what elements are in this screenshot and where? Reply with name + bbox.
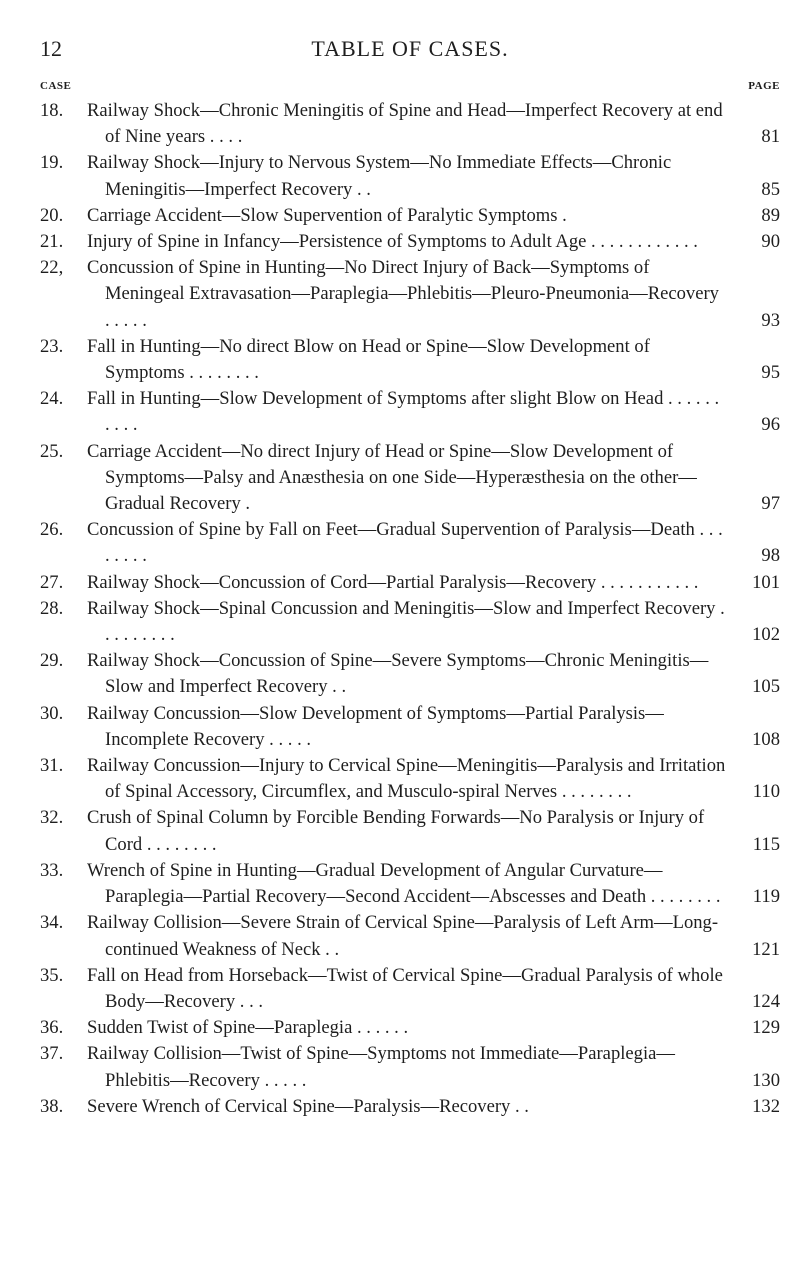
column-headers (40, 76, 780, 98)
case-page-number: 115 (752, 833, 780, 855)
case-title: Carriage Accident—Slow Supervention of Paralytic Symptoms . (87, 204, 567, 226)
case-title: Railway Concussion—Injury to Cervical Spine—Meningitis—Paralysis and Irritation of Spinal Accessory, Circumflex, and Musculo-spiral Nerves . . . . . . . . (87, 755, 726, 803)
case-title: Railway Shock—Chronic Meningitis of Spine and Head—Imperfect Recovery at end of Nine years . . . . (87, 100, 723, 148)
case-page-number: 90 (761, 231, 780, 253)
case-title: Railway Shock—Concussion of Cord—Partial Paralysis—Recovery . . . . . . . . . . . (87, 571, 699, 593)
case-entry (40, 963, 780, 1015)
case-column-header: CASE (40, 80, 72, 92)
case-page-number: 97 (761, 493, 780, 515)
case-title: Railway Collision—Twist of Spine—Symptoms not Immediate—Paraplegia—Phlebitis—Recovery . . . . . (87, 1043, 675, 1091)
case-page-number: 105 (752, 676, 780, 698)
case-entry (40, 701, 780, 753)
case-entry (40, 1015, 780, 1041)
case-page-number: 102 (752, 624, 780, 646)
case-number: 25. (40, 440, 64, 462)
case-page-number: 121 (752, 938, 780, 960)
case-list (40, 98, 780, 1120)
case-page-number: 95 (761, 362, 780, 384)
case-number: 23. (40, 335, 64, 357)
case-entry (40, 255, 780, 334)
case-title: Concussion of Spine by Fall on Feet—Gradual Supervention of Paralysis—Death . . . . . . . . (87, 519, 723, 567)
case-page-number: 85 (761, 178, 780, 200)
case-page-number: 129 (752, 1017, 780, 1039)
case-page-number: 101 (752, 571, 780, 593)
case-entry (40, 386, 780, 438)
case-title: Railway Shock—Injury to Nervous System—No Immediate Effects—Chronic Meningitis—Imperfect Recovery . . (87, 152, 672, 200)
case-title: Carriage Accident—No direct Injury of Head or Spine—Slow Development of Symptoms—Palsy and Anæsthesia on one Side—Hyperæsthesia on the other—Gradual Recovery . (87, 440, 697, 515)
page-title: TABLE OF CASES. (311, 36, 509, 61)
case-entry (40, 753, 780, 805)
case-number: 24. (40, 388, 64, 410)
case-title: Railway Shock—Concussion of Spine—Severe Symptoms—Chronic Meningitis—Slow and Imperfect Recovery . . (87, 650, 709, 698)
case-title: Fall in Hunting—No direct Blow on Head or Spine—Slow Development of Symptoms . . . . . . . . (87, 335, 650, 384)
case-number: 35. (40, 964, 64, 986)
case-title: Fall on Head from Horseback—Twist of Cervical Spine—Gradual Paralysis of whole Body—Recovery . . . (87, 964, 723, 1012)
case-number: 29. (40, 650, 64, 672)
case-number: 30. (40, 702, 64, 724)
case-number: 27. (40, 571, 64, 593)
case-entry (40, 858, 780, 910)
case-page-number: 98 (761, 545, 780, 567)
case-title: Wrench of Spine in Hunting—Gradual Development of Angular Curvature—Paraplegia—Partial Recovery—Second Accident—Abscesses and Death . . . . . . . . (87, 859, 721, 908)
case-title: Concussion of Spine in Hunting—No Direct Injury of Back—Symptoms of Meningeal Extravasation—Paraplegia—Phlebitis—Pleuro-Pneumonia—Recovery . . . . . (87, 257, 719, 331)
case-title: Severe Wrench of Cervical Spine—Paralysis—Recovery . . (87, 1095, 529, 1117)
case-number: 34. (40, 912, 64, 934)
case-page-number: 132 (752, 1095, 780, 1117)
case-number: 26. (40, 519, 64, 541)
case-title: Crush of Spinal Column by Forcible Bending Forwards—No Paralysis or Injury of Cord . . . . . . . . (87, 807, 705, 855)
case-entry (40, 596, 780, 648)
case-number: 33. (40, 859, 64, 881)
case-page-number: 93 (761, 309, 780, 331)
case-number: 19. (40, 152, 64, 174)
case-entry (40, 517, 780, 569)
case-number: 38. (40, 1095, 64, 1117)
case-number: 37. (40, 1043, 64, 1065)
case-page-number: 130 (752, 1069, 780, 1091)
case-title: Injury of Spine in Infancy—Persistence of Symptoms to Adult Age . . . . . . . . . . . . (87, 231, 698, 253)
case-page-number: 89 (761, 204, 780, 226)
case-entry (40, 203, 780, 229)
case-title: Railway Shock—Spinal Concussion and Meningitis—Slow and Imperfect Recovery . . . . . . . . . (87, 597, 725, 646)
case-entry (40, 805, 780, 857)
case-number: 20. (40, 204, 64, 226)
case-entry (40, 229, 780, 255)
case-number: 22, (40, 257, 64, 279)
case-entry (40, 570, 780, 596)
case-number: 28. (40, 597, 64, 619)
case-page-number: 110 (752, 781, 780, 803)
case-number: 31. (40, 755, 64, 777)
case-number: 18. (40, 100, 64, 121)
case-entry (40, 98, 780, 150)
case-page-number: 124 (752, 990, 780, 1012)
case-title: Railway Concussion—Slow Development of Symptoms—Partial Paralysis—Incomplete Recovery . . . . . (87, 702, 664, 750)
case-entry (40, 150, 780, 202)
case-title: Railway Collision—Severe Strain of Cervical Spine—Paralysis of Left Arm—Long-continued Weakness of Neck . . (87, 912, 719, 960)
page-column-header: PAGE (748, 80, 780, 92)
case-entry (40, 1041, 780, 1093)
case-number: 21. (40, 231, 64, 253)
case-number: 32. (40, 807, 64, 829)
case-entry (40, 910, 780, 962)
case-title: Sudden Twist of Spine—Paraplegia . . . . . . (87, 1017, 409, 1039)
page (40, 36, 780, 1120)
page-header (40, 36, 780, 76)
case-entry (40, 1094, 780, 1120)
case-page-number: 119 (752, 886, 780, 908)
case-entry (40, 334, 780, 386)
page-number: 12 (40, 36, 62, 61)
case-page-number: 96 (761, 414, 780, 436)
case-entry (40, 648, 780, 700)
case-title: Fall in Hunting—Slow Development of Symptoms after slight Blow on Head . . . . . . . . . . (87, 388, 720, 436)
case-number: 36. (40, 1017, 64, 1039)
case-entry (40, 439, 780, 518)
case-page-number: 108 (752, 728, 780, 750)
case-page-number: 81 (761, 126, 780, 148)
